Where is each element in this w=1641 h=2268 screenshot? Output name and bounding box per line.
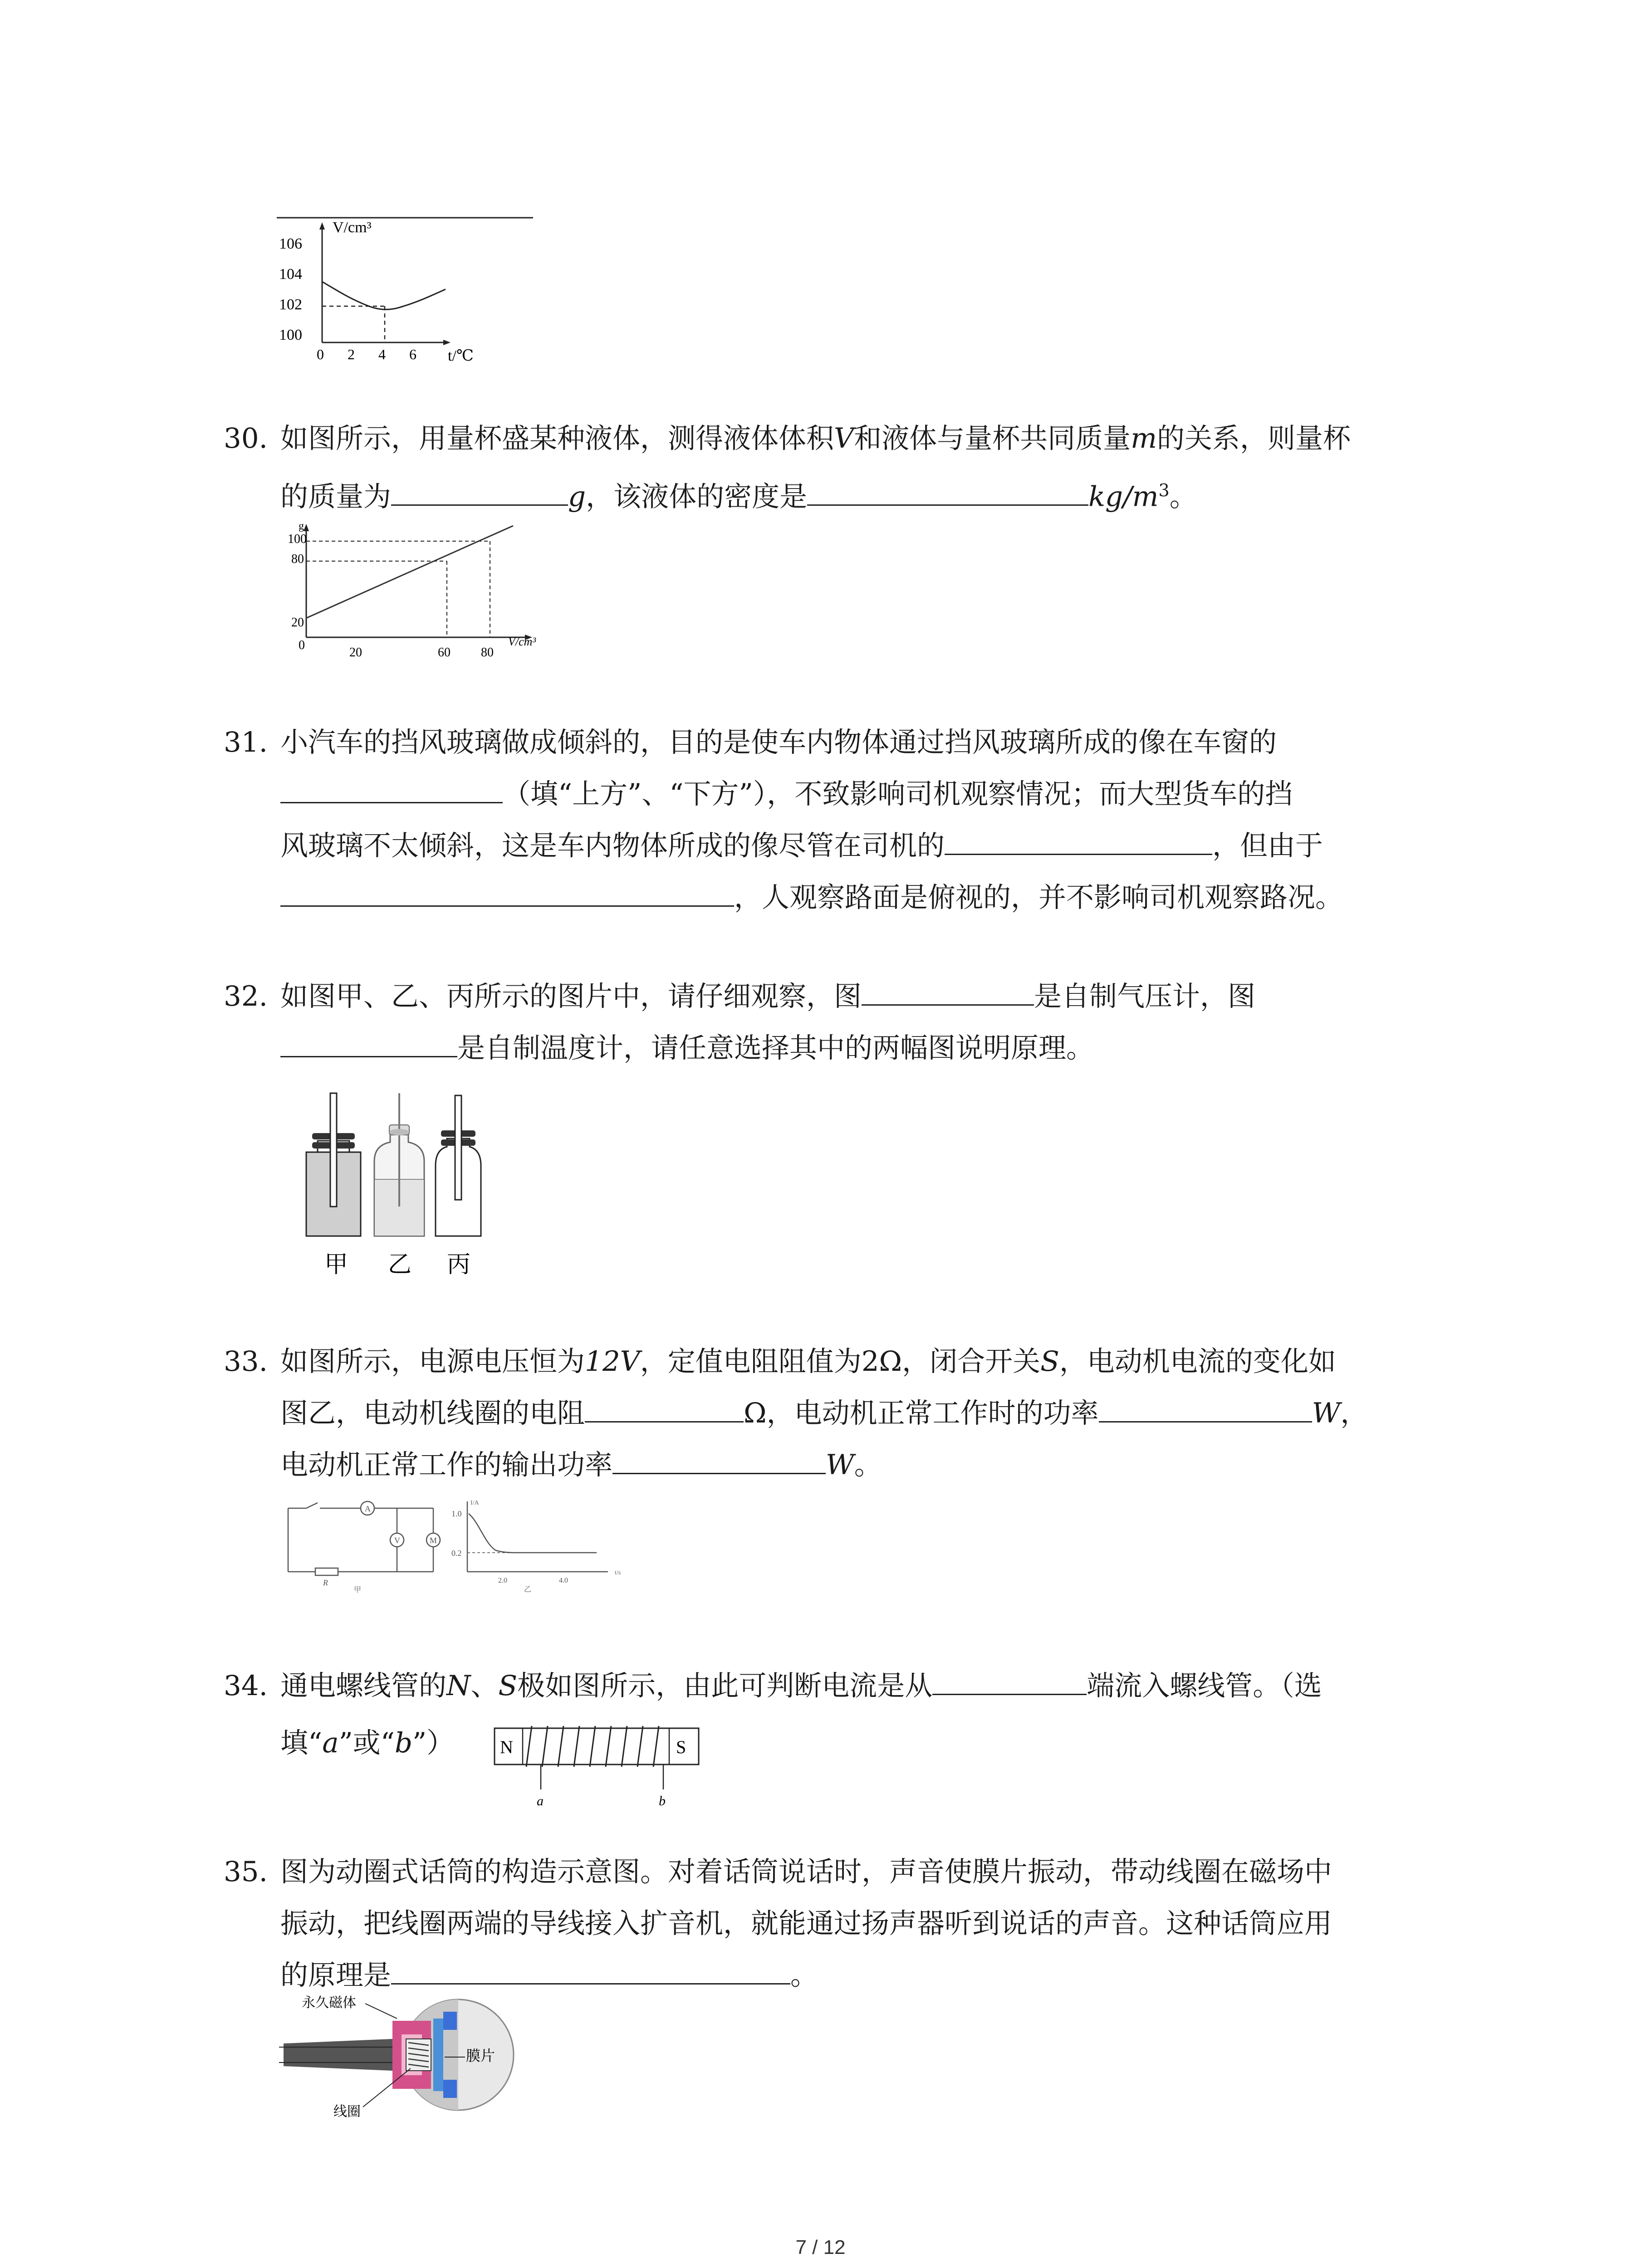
y-axis-label: g (299, 520, 304, 532)
mass-volume-graph (290, 519, 581, 669)
graph-x-tick: 2.0 (498, 1577, 507, 1584)
ammeter-label: A (365, 1504, 371, 1513)
terminal-b-label: b (659, 1794, 666, 1809)
answer-blank-principle[interactable] (391, 1956, 790, 1984)
answer-blank-coil-resistance[interactable] (585, 1394, 744, 1422)
x-tick-label: 80 (481, 645, 494, 660)
question-30: 30. 如图所示，用量杯盛某种液体，测得液体体积V和液体与量杯共同质量m的关系，则量杯 的质量为 g，该液体的密度是 $kg/m^3$。 (224, 413, 1458, 523)
label-bing: 丙 (447, 1252, 471, 1278)
circuit-diagram (288, 1501, 440, 1575)
x-tick-label: 0 (317, 346, 324, 362)
answer-blank-motor-power[interactable] (1099, 1394, 1312, 1422)
answer-blank-cup-mass[interactable] (391, 477, 568, 506)
question-32: 32. 如图甲、乙、丙所示的图片中，请仔细观察，图 是自制气压计，图 是自制温度计，请任意选择其中的两幅图说明原理。 (224, 971, 1458, 1074)
bottle-yi (374, 1093, 424, 1236)
graph-caption: 乙 (524, 1586, 532, 1593)
question-number: 31. (224, 726, 268, 758)
question-number: 33. (224, 1345, 268, 1378)
question-35: 35. 图为动圈式话筒的构造示意图。对着话筒说话时，声音使膜片振动，带动线圈在磁场中 振动，把线圈两端的导线接入扩音机，就能通过扬声器听到说话的声音。这种话筒应用 的原理是 。 (224, 1846, 1458, 2001)
current-time-graph (451, 1500, 621, 1593)
x-axis-label: V/cm³ (508, 635, 536, 648)
magnet-pointer (365, 2004, 397, 2019)
question-31: 31. 小汽车的挡风玻璃做成倾斜的，目的是使车内物体通过挡风玻璃所成的像在车窗的 （填“上方”、“下方”），不致影响司机观察情况；而大型货车的挡 风玻璃不太倾斜，这是车内物体所成的像尽管在司机的 ，但由于 ，人观察路面是俯视的，并不影响司机观察路况。 (224, 717, 1458, 924)
answer-blank-density[interactable] (807, 477, 1088, 506)
y-axis-arrow (304, 524, 309, 531)
x-axis-label: t/℃ (448, 347, 474, 364)
solenoid-figure (490, 1712, 708, 1810)
question-33: 33. 如图所示，电源电压恒为12V，定值电阻阻值为2Ω，闭合开关S，电动机电流的变化如 图乙，电动机线圈的电阻 Ω，电动机正常工作时的功率 W， 电动机正常工作的输出功率 W。 (224, 1336, 1458, 1491)
y-tick-label: 0 (299, 638, 305, 652)
voltmeter-label: V (394, 1536, 400, 1545)
graph-y-tick: 1.0 (451, 1509, 462, 1518)
diaphragm (433, 2019, 443, 2091)
answer-blank-barometer[interactable] (862, 977, 1034, 1006)
y-tick-label: 104 (279, 266, 302, 283)
volume-curve (322, 282, 446, 309)
answer-blank-reason[interactable] (280, 878, 734, 907)
x-tick-label: 4 (378, 346, 386, 362)
answer-blank-thermometer[interactable] (280, 1029, 457, 1057)
microphone-figure (279, 1994, 551, 2123)
motor-label: M (430, 1536, 437, 1545)
answer-blank-current-end[interactable] (932, 1667, 1087, 1695)
diaphragm-label: 膜片 (466, 2048, 495, 2064)
graph-y-label: I/A (470, 1500, 479, 1506)
bottles-figure (299, 1089, 499, 1279)
south-pole-label: S (676, 1737, 686, 1757)
question-number: 34. (224, 1670, 268, 1702)
volume-temperature-graph (270, 213, 542, 370)
coil-label: 线圈 (333, 2104, 361, 2119)
mic-handle (284, 2039, 392, 2071)
graph-x-label: t/s (615, 1569, 621, 1576)
solenoid-core (495, 1728, 699, 1765)
question-34: 34. 通电螺线管的N、S极如图所示，由此可判断电流是从 端流入螺线管。（选 填“a”或“b”） (224, 1660, 1458, 1769)
graph-y-tick: 0.2 (451, 1549, 462, 1558)
x-tick-label: 20 (349, 645, 362, 660)
y-tick-label: 100 (279, 327, 302, 343)
question-number: 32. (224, 980, 268, 1012)
page-number: 7 / 12 (795, 2236, 846, 2258)
y-tick-label: 20 (291, 616, 304, 630)
x-tick-label: 60 (438, 645, 451, 660)
x-tick-label: 2 (348, 346, 355, 362)
north-pole-label: N (500, 1737, 513, 1757)
bottle-jia (306, 1093, 361, 1236)
resistor-label: R (323, 1578, 328, 1587)
answer-blank-truck-image[interactable] (945, 826, 1212, 855)
bottle-bing (436, 1095, 481, 1236)
label-yi: 乙 (388, 1252, 412, 1278)
question-number: 30. (224, 422, 268, 455)
y-axis-arrow (319, 222, 325, 230)
y-tick-label: 100 (288, 532, 307, 546)
y-tick-label: 102 (279, 296, 302, 313)
answer-blank-output-power[interactable] (612, 1446, 826, 1474)
y-tick-label: 80 (291, 552, 304, 566)
question-number: 35. (224, 1856, 268, 1888)
terminal-a-label: a (537, 1794, 544, 1809)
circuit-caption: 甲 (354, 1586, 362, 1594)
circuit-figure (279, 1495, 633, 1606)
magnet-label: 永久磁体 (302, 1995, 356, 2010)
mass-volume-line (306, 526, 513, 618)
graph-x-tick: 4.0 (559, 1577, 568, 1584)
y-tick-label: 106 (279, 235, 302, 252)
label-jia: 甲 (324, 1252, 348, 1278)
answer-blank-image-position[interactable] (280, 775, 503, 803)
y-axis-label: V/cm³ (333, 219, 372, 236)
x-tick-label: 6 (409, 346, 416, 362)
x-axis-arrow (443, 340, 451, 345)
